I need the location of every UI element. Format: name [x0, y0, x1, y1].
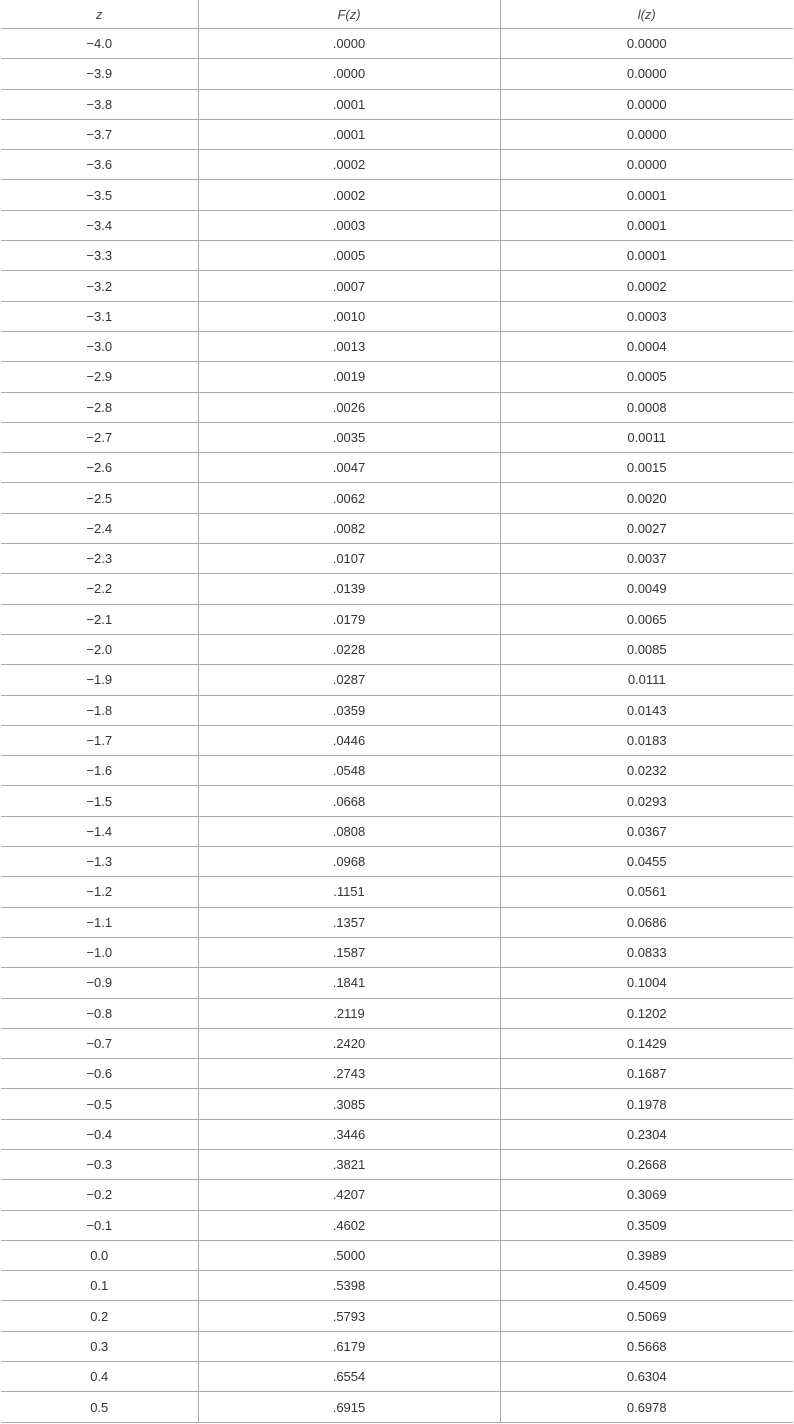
table-row [1, 29, 793, 59]
table-row [1, 210, 793, 240]
cell-z: −3.4 [1, 210, 198, 240]
cell-z: −1.9 [1, 665, 198, 695]
cell-lz: 0.0000 [500, 89, 793, 119]
table-row [1, 1362, 793, 1392]
cell-z: −2.3 [1, 544, 198, 574]
table-row [1, 907, 793, 937]
cell-z: −0.8 [1, 998, 198, 1028]
table-row [1, 1059, 793, 1089]
cell-z: 0.3 [1, 1331, 198, 1361]
cell-z: −1.2 [1, 877, 198, 907]
cell-z: −3.1 [1, 301, 198, 331]
cell-z: −0.6 [1, 1059, 198, 1089]
cell-fz: .0139 [198, 574, 500, 604]
cell-z: −2.8 [1, 392, 198, 422]
cell-z: −1.1 [1, 907, 198, 937]
cell-fz: .0002 [198, 180, 500, 210]
cell-fz: .6554 [198, 1362, 500, 1392]
cell-fz: .0019 [198, 362, 500, 392]
cell-fz: .5793 [198, 1301, 500, 1331]
cell-lz: 0.0020 [500, 483, 793, 513]
cell-lz: 0.0000 [500, 29, 793, 59]
table-row [1, 786, 793, 816]
table-row [1, 1089, 793, 1119]
cell-lz: 0.0049 [500, 574, 793, 604]
table-row [1, 331, 793, 361]
cell-z: 0.0 [1, 1240, 198, 1270]
cell-z: −3.5 [1, 180, 198, 210]
cell-lz: 0.1429 [500, 1028, 793, 1058]
table-row [1, 877, 793, 907]
cell-lz: 0.2668 [500, 1149, 793, 1179]
cell-lz: 0.0003 [500, 301, 793, 331]
table-row [1, 1331, 793, 1361]
cell-z: −2.2 [1, 574, 198, 604]
table-row [1, 513, 793, 543]
cell-lz: 0.5668 [500, 1331, 793, 1361]
cell-fz: .0179 [198, 604, 500, 634]
cell-lz: 0.0367 [500, 816, 793, 846]
table-row [1, 271, 793, 301]
cell-z: −1.3 [1, 847, 198, 877]
cell-fz: .0446 [198, 725, 500, 755]
table-row [1, 453, 793, 483]
cell-z: −0.3 [1, 1149, 198, 1179]
cell-z: −2.0 [1, 634, 198, 664]
table-row [1, 422, 793, 452]
cell-z: −0.5 [1, 1089, 198, 1119]
cell-z: −1.8 [1, 695, 198, 725]
cell-fz: .0228 [198, 634, 500, 664]
cell-lz: 0.0561 [500, 877, 793, 907]
cell-fz: .0007 [198, 271, 500, 301]
cell-fz: .0035 [198, 422, 500, 452]
table-row [1, 150, 793, 180]
cell-fz: .0003 [198, 210, 500, 240]
cell-fz: .0062 [198, 483, 500, 513]
table-row [1, 1180, 793, 1210]
table-row [1, 998, 793, 1028]
cell-fz: .1587 [198, 937, 500, 967]
cell-z: −0.9 [1, 968, 198, 998]
cell-lz: 0.0686 [500, 907, 793, 937]
table-row [1, 1392, 793, 1422]
table-row [1, 1301, 793, 1331]
cell-lz: 0.4509 [500, 1271, 793, 1301]
cell-fz: .4602 [198, 1210, 500, 1240]
table-row [1, 89, 793, 119]
cell-fz: .1357 [198, 907, 500, 937]
cell-fz: .0968 [198, 847, 500, 877]
cell-lz: 0.0000 [500, 119, 793, 149]
cell-lz: 0.0004 [500, 331, 793, 361]
cell-lz: 0.6978 [500, 1392, 793, 1422]
column-header-lz: l(z) [500, 0, 793, 29]
table-row [1, 1271, 793, 1301]
cell-fz: .3085 [198, 1089, 500, 1119]
cell-fz: .0548 [198, 756, 500, 786]
cell-z: −1.4 [1, 816, 198, 846]
cell-z: −2.9 [1, 362, 198, 392]
table-row [1, 362, 793, 392]
cell-lz: 0.0143 [500, 695, 793, 725]
cell-lz: 0.0027 [500, 513, 793, 543]
cell-z: −2.5 [1, 483, 198, 513]
cell-fz: .0013 [198, 331, 500, 361]
cell-lz: 0.5069 [500, 1301, 793, 1331]
table-row [1, 1240, 793, 1270]
table-row [1, 574, 793, 604]
cell-fz: .1151 [198, 877, 500, 907]
cell-fz: .3821 [198, 1149, 500, 1179]
cell-z: −3.6 [1, 150, 198, 180]
cell-lz: 0.3069 [500, 1180, 793, 1210]
table-row [1, 756, 793, 786]
cell-lz: 0.0232 [500, 756, 793, 786]
cell-fz: .1841 [198, 968, 500, 998]
table-body [1, 29, 793, 1423]
cell-fz: .0668 [198, 786, 500, 816]
cell-lz: 0.0001 [500, 241, 793, 271]
cell-lz: 0.0085 [500, 634, 793, 664]
cell-z: 0.2 [1, 1301, 198, 1331]
table-row [1, 392, 793, 422]
table-row [1, 241, 793, 271]
cell-z: −1.5 [1, 786, 198, 816]
cell-fz: .2743 [198, 1059, 500, 1089]
cell-fz: .0082 [198, 513, 500, 543]
cell-z: −2.1 [1, 604, 198, 634]
column-header-fz: F(z) [198, 0, 500, 29]
table-row [1, 937, 793, 967]
cell-lz: 0.1687 [500, 1059, 793, 1089]
cell-fz: .0010 [198, 301, 500, 331]
cell-z: −2.6 [1, 453, 198, 483]
cell-z: −3.2 [1, 271, 198, 301]
cell-fz: .0047 [198, 453, 500, 483]
cell-lz: 0.1004 [500, 968, 793, 998]
cell-z: −0.4 [1, 1119, 198, 1149]
cell-fz: .0005 [198, 241, 500, 271]
table-row [1, 634, 793, 664]
cell-fz: .0287 [198, 665, 500, 695]
cell-fz: .5398 [198, 1271, 500, 1301]
table-row [1, 725, 793, 755]
table-row [1, 847, 793, 877]
cell-lz: 0.0002 [500, 271, 793, 301]
cell-z: −3.0 [1, 331, 198, 361]
cell-fz: .0026 [198, 392, 500, 422]
cell-lz: 0.0833 [500, 937, 793, 967]
normal-distribution-table [1, 0, 793, 1423]
cell-lz: 0.0001 [500, 210, 793, 240]
cell-fz: .0001 [198, 89, 500, 119]
cell-lz: 0.0293 [500, 786, 793, 816]
table-row [1, 665, 793, 695]
cell-lz: 0.0015 [500, 453, 793, 483]
table-row [1, 119, 793, 149]
cell-fz: .0000 [198, 29, 500, 59]
cell-lz: 0.0005 [500, 362, 793, 392]
table-header [1, 0, 793, 29]
table-row [1, 483, 793, 513]
cell-lz: 0.0000 [500, 150, 793, 180]
cell-fz: .6915 [198, 1392, 500, 1422]
cell-lz: 0.1202 [500, 998, 793, 1028]
cell-fz: .0107 [198, 544, 500, 574]
cell-fz: .2420 [198, 1028, 500, 1058]
table-row [1, 1210, 793, 1240]
table-row [1, 968, 793, 998]
cell-fz: .0359 [198, 695, 500, 725]
table-row [1, 1028, 793, 1058]
cell-lz: 0.0183 [500, 725, 793, 755]
cell-lz: 0.0008 [500, 392, 793, 422]
cell-lz: 0.0000 [500, 59, 793, 89]
column-header-z: z [1, 0, 198, 29]
cell-lz: 0.0455 [500, 847, 793, 877]
cell-z: −1.6 [1, 756, 198, 786]
table-row [1, 59, 793, 89]
normal-table-container [1, 0, 793, 1423]
cell-z: −3.9 [1, 59, 198, 89]
cell-z: −1.0 [1, 937, 198, 967]
table-row [1, 695, 793, 725]
cell-lz: 0.0011 [500, 422, 793, 452]
cell-z: 0.1 [1, 1271, 198, 1301]
cell-z: −0.2 [1, 1180, 198, 1210]
cell-fz: .0000 [198, 59, 500, 89]
table-row [1, 816, 793, 846]
cell-z: −1.7 [1, 725, 198, 755]
cell-fz: .6179 [198, 1331, 500, 1361]
cell-fz: .0002 [198, 150, 500, 180]
table-row [1, 1149, 793, 1179]
table-row [1, 1119, 793, 1149]
cell-lz: 0.0111 [500, 665, 793, 695]
cell-z: 0.4 [1, 1362, 198, 1392]
cell-lz: 0.2304 [500, 1119, 793, 1149]
cell-fz: .2119 [198, 998, 500, 1028]
header-row [1, 0, 793, 29]
cell-fz: .4207 [198, 1180, 500, 1210]
cell-z: −3.7 [1, 119, 198, 149]
cell-z: −3.8 [1, 89, 198, 119]
cell-fz: .0808 [198, 816, 500, 846]
cell-z: −0.1 [1, 1210, 198, 1240]
cell-lz: 0.1978 [500, 1089, 793, 1119]
cell-lz: 0.3989 [500, 1240, 793, 1270]
cell-lz: 0.0037 [500, 544, 793, 574]
cell-z: −3.3 [1, 241, 198, 271]
cell-z: 0.5 [1, 1392, 198, 1422]
cell-fz: .3446 [198, 1119, 500, 1149]
cell-lz: 0.6304 [500, 1362, 793, 1392]
table-row [1, 180, 793, 210]
cell-fz: .5000 [198, 1240, 500, 1270]
cell-lz: 0.0065 [500, 604, 793, 634]
cell-z: −2.4 [1, 513, 198, 543]
table-row [1, 604, 793, 634]
cell-z: −0.7 [1, 1028, 198, 1058]
cell-lz: 0.0001 [500, 180, 793, 210]
cell-z: −4.0 [1, 29, 198, 59]
cell-fz: .0001 [198, 119, 500, 149]
table-row [1, 544, 793, 574]
cell-z: −2.7 [1, 422, 198, 452]
cell-lz: 0.3509 [500, 1210, 793, 1240]
table-row [1, 301, 793, 331]
